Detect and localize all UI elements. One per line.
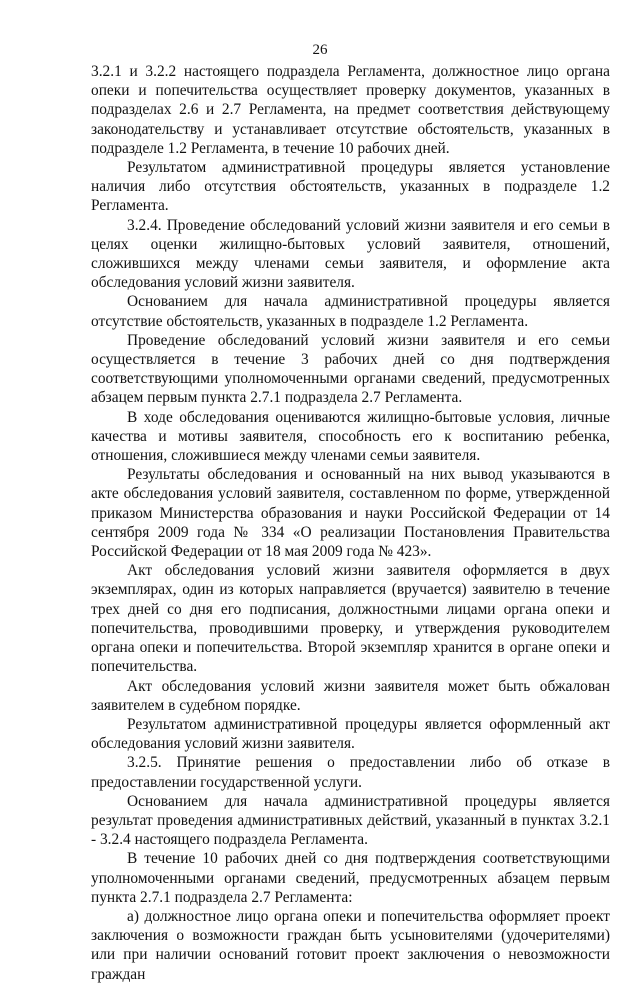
paragraph-result-circumstances: Результатом административной процедуры является установление наличия либо отсутствия обстоятельств, указанных в подразделе 1.2 Регламента. [91,159,610,215]
paragraph-decision-term: В течение 10 рабочих дней со дня подтверждения соответствующими уполномоченными органами сведений, предусмотренных абзацем первым пункта 2.7.1 подраздела 2.7 Регламента: [91,850,610,906]
paragraph-result-act: Результатом административной процедуры является оформленный акт обследования условий жизни заявителя. [91,715,610,753]
paragraph-inspection-results: Результаты обследования и основанный на них вывод указываются в акте обследования условий заявителя, составленном по форме, утвержденной приказом Министерства образования и науки Российской Федерации от 14 сентября 2009 года № 334 «О реализации Постановления Правительства Российской Федерации от 18 мая 2009 года № 423». [91,466,610,561]
page-number: 26 [312,42,328,58]
paragraph-basis-3-2-4: Основанием для начала административной процедуры является отсутствие обстоятельств, указанных в подразделе 1.2 Регламента. [91,293,610,330]
paragraph-item-a: а) должностное лицо органа опеки и попечительства оформляет проект заключения о возможности граждан быть усыновителями (удочерителями) или при наличии оснований готовит проект заключения о невозможности граждан [91,907,610,983]
paragraph-act-copies: Акт обследования условий жизни заявителя оформляется в двух экземплярах, один из которых направляется (вручается) заявителю в течение трех дней со дня его подписания, должностными лицами органа опеки и попечительства, проводившими проверку, и утверждения руководителем органа опеки и попечительства. Второй экземпляр хранится в органе опеки и попечительства. [91,562,610,676]
paragraph-inspection-term: Проведение обследований условий жизни заявителя и его семьи осуществляется в течение 3 рабочих дней со дня подтверждения соответствующими уполномоченными органами сведений, предусмотренных абзацем первым пункта 2.7.1 подраздела 2.7 Регламента. [91,331,610,407]
paragraph-act-appeal: Акт обследования условий жизни заявителя может быть обжалован заявителем в судебном порядке. [91,677,610,714]
paragraph-3-2-4-heading: 3.2.4. Проведение обследований условий жизни заявителя и его семьи в целях оценки жилищно-бытовых условий заявителя, отношений, сложившихся между членами семьи заявителя, и оформление акта обследования условий жизни заявителя. [91,216,610,292]
paragraph-inspection-evaluation: В ходе обследования оцениваются жилищно-бытовые условия, личные качества и мотивы заявителя, способность его к воспитанию ребенка, отношения, сложившиеся между членами семьи заявителя. [91,408,610,465]
paragraph-continuation: 3.2.1 и 3.2.2 настоящего подраздела Регламента, должностное лицо органа опеки и попечительства осуществляет проверку документов, указанных в подразделах 2.6 и 2.7 Регламента, на предмет соответствия действующему законодательству и устанавливает отсутствие обстоятельств, указанных в подразделе 1.2 Регламента, в течение 10 рабочих дней. [91,63,610,157]
paragraph-basis-3-2-5: Основанием для начала административной процедуры является результат проведения административных действий, указанный в пунктах 3.2.1 - 3.2.4 настоящего подраздела Регламента. [91,792,610,849]
document-body [91,62,610,984]
paragraph-3-2-5-heading: 3.2.5. Принятие решения о предоставлении либо об отказе в предоставлении государственной услуги. [91,754,610,791]
